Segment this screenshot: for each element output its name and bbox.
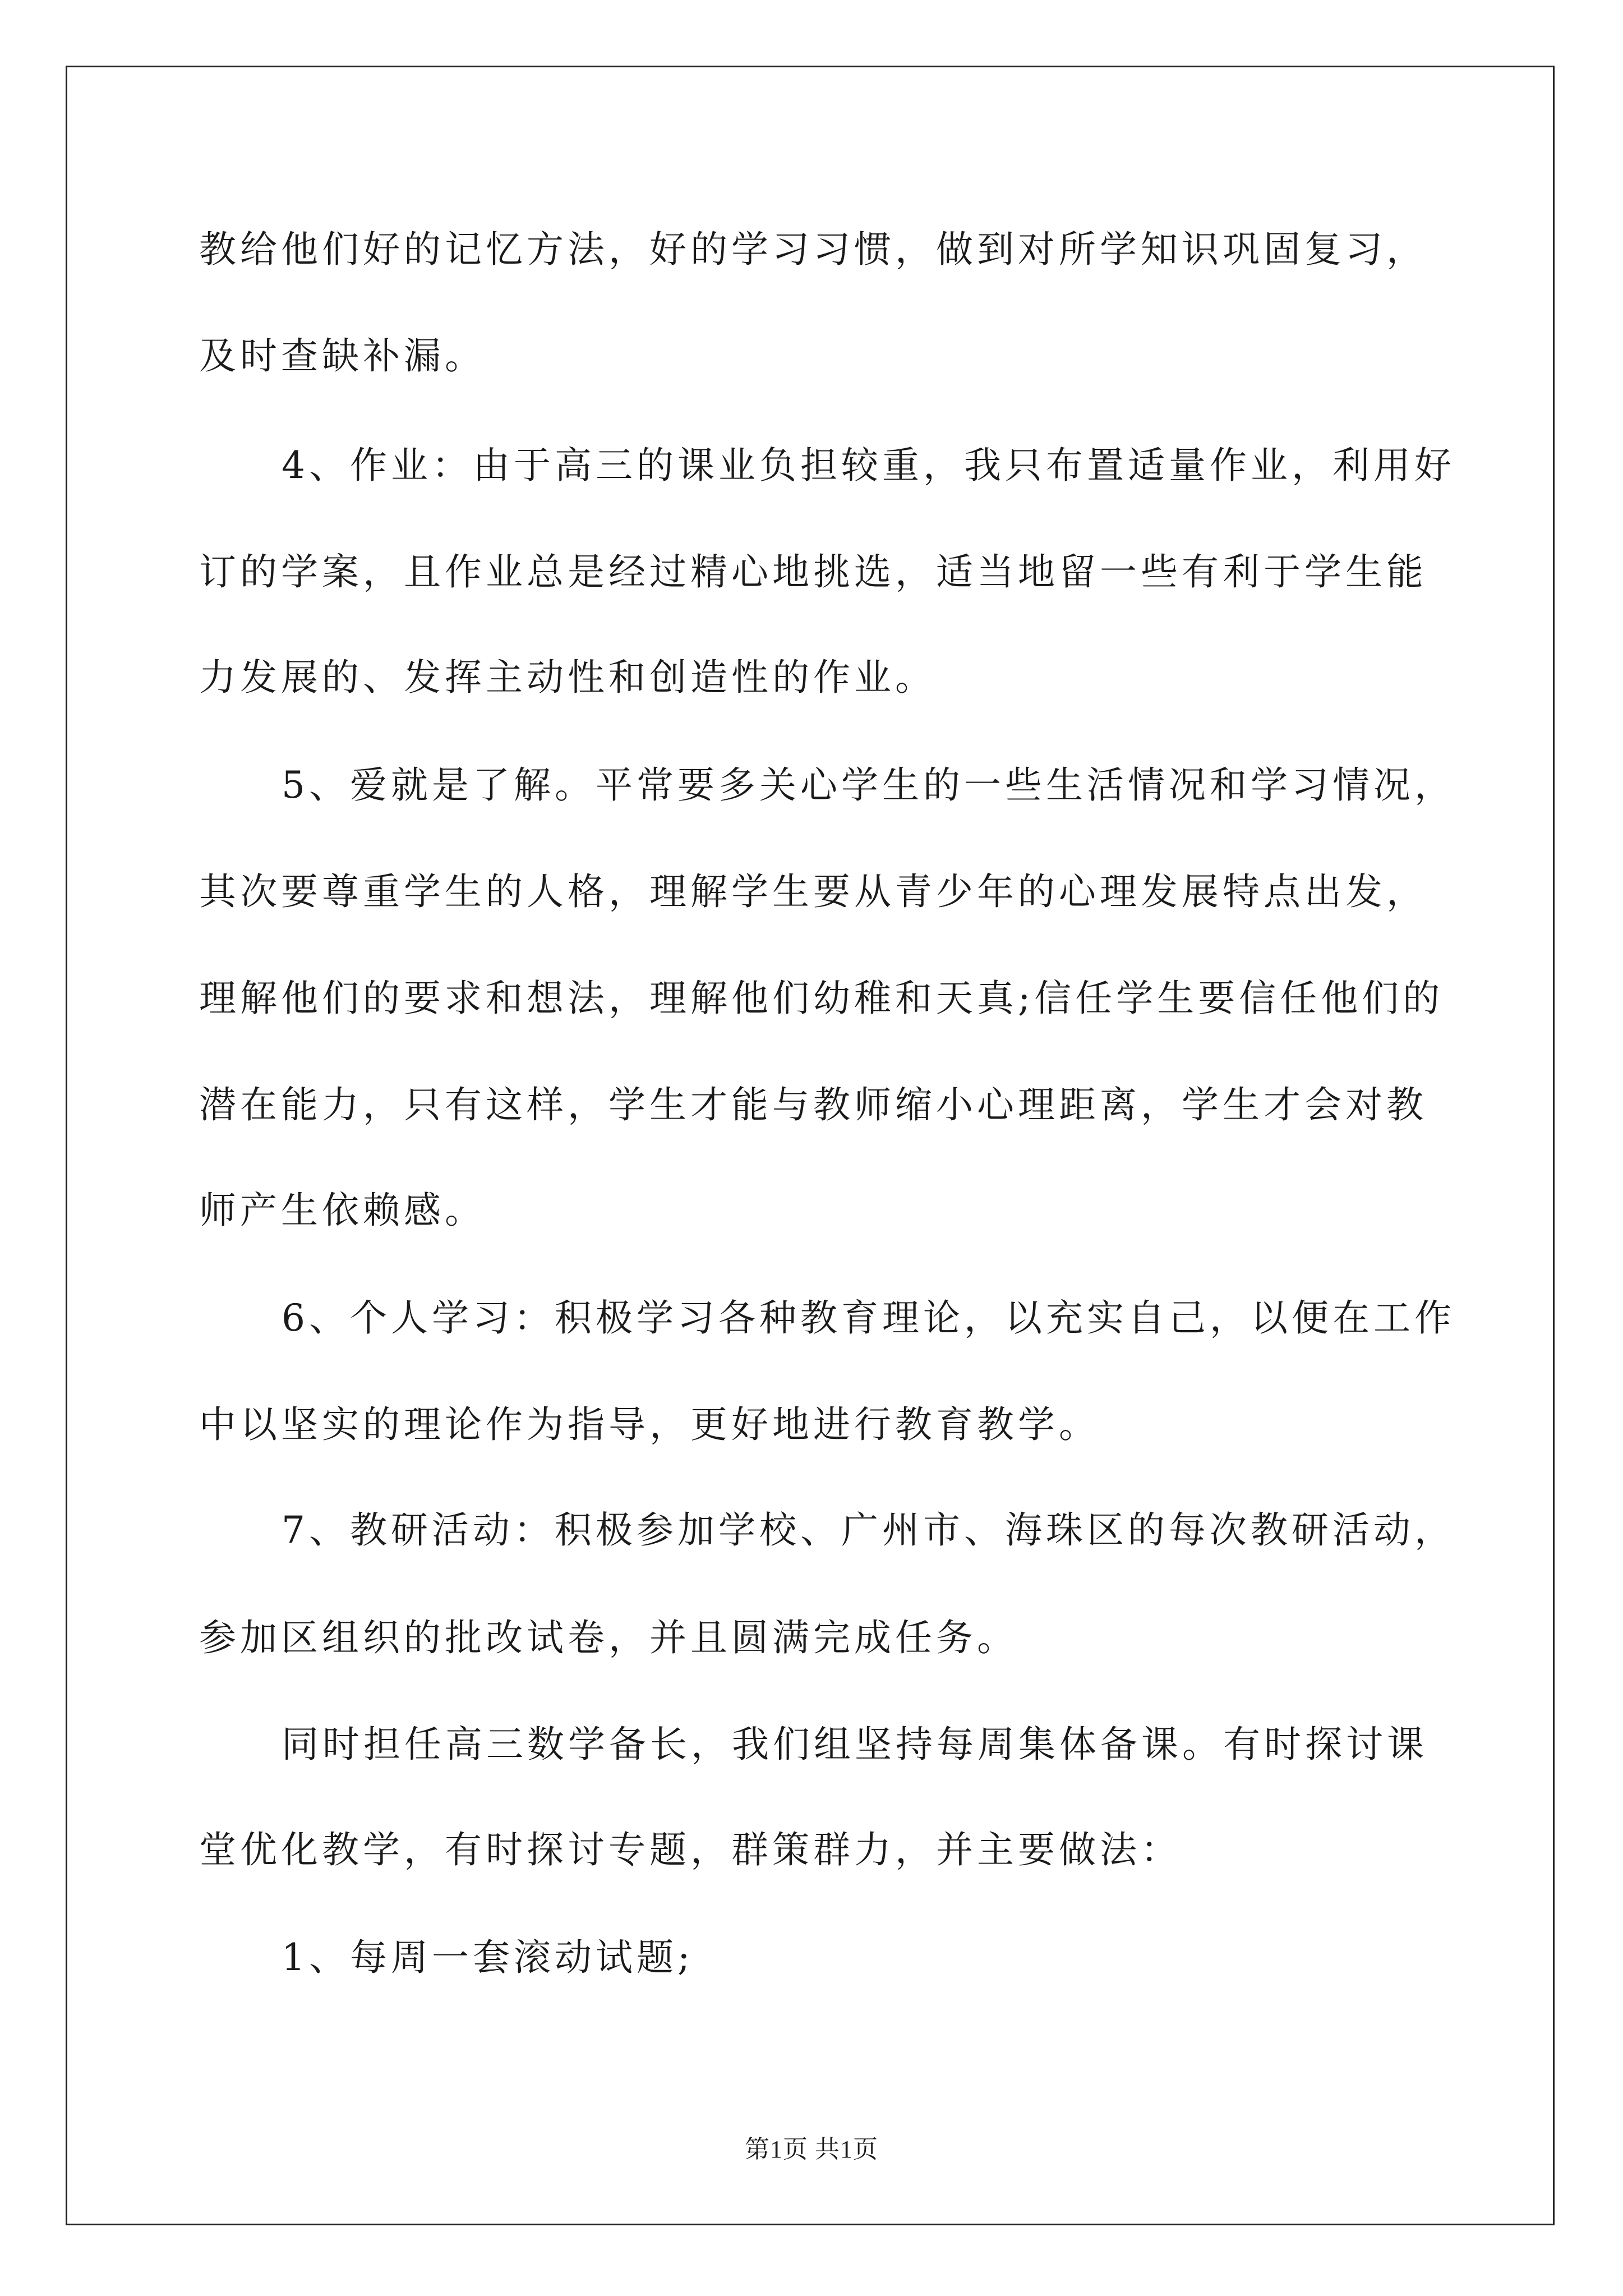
text-line: 4、作业：由于高三的课业负担较重，我只布置适量作业，利用好	[282, 444, 1455, 487]
text-line: 教给他们好的记忆方法，好的学习习惯，做到对所学知识巩固复习，	[199, 228, 1427, 271]
text-line: 参加区组织的批改试卷，并且圆满完成任务。	[199, 1616, 1018, 1659]
text-line: 理解他们的要求和想法，理解他们幼稚和天真;信任学生要信任他们的	[199, 977, 1444, 1020]
text-line: 堂优化教学，有时探讨专题，群策群力，并主要做法：	[199, 1828, 1182, 1871]
text-line: 其次要尊重学生的人格，理解学生要从青少年的心理发展特点出发，	[199, 870, 1427, 913]
text-line: 6、个人学习：积极学习各种教育理论，以充实自己，以便在工作	[282, 1296, 1455, 1340]
text-line: 潜在能力，只有这样，学生才能与教师缩小心理距离，学生才会对教	[199, 1083, 1427, 1126]
text-line: 中以坚实的理论作为指导，更好地进行教育教学。	[199, 1403, 1100, 1446]
text-line: 及时查缺补漏。	[199, 334, 486, 378]
text-line: 师产生依赖感。	[199, 1189, 486, 1232]
text-line: 力发展的、发挥主动性和创造性的作业。	[199, 656, 936, 699]
text-line: 同时担任高三数学备长，我们组坚持每周集体备课。有时探讨课	[282, 1723, 1428, 1766]
page-border	[66, 66, 1555, 2225]
page-number-footer: 第1页 共1页	[745, 2136, 878, 2163]
text-line: 订的学案，且作业总是经过精心地挑选，适当地留一些有利于学生能	[199, 550, 1427, 593]
text-line: 7、教研活动：积极参加学校、广州市、海珠区的每次教研活动，	[282, 1508, 1455, 1552]
text-line: 1、每周一套滚动试题;	[282, 1936, 694, 1979]
text-line: 5、爱就是了解。平常要多关心学生的一些生活情况和学习情况，	[282, 763, 1455, 807]
